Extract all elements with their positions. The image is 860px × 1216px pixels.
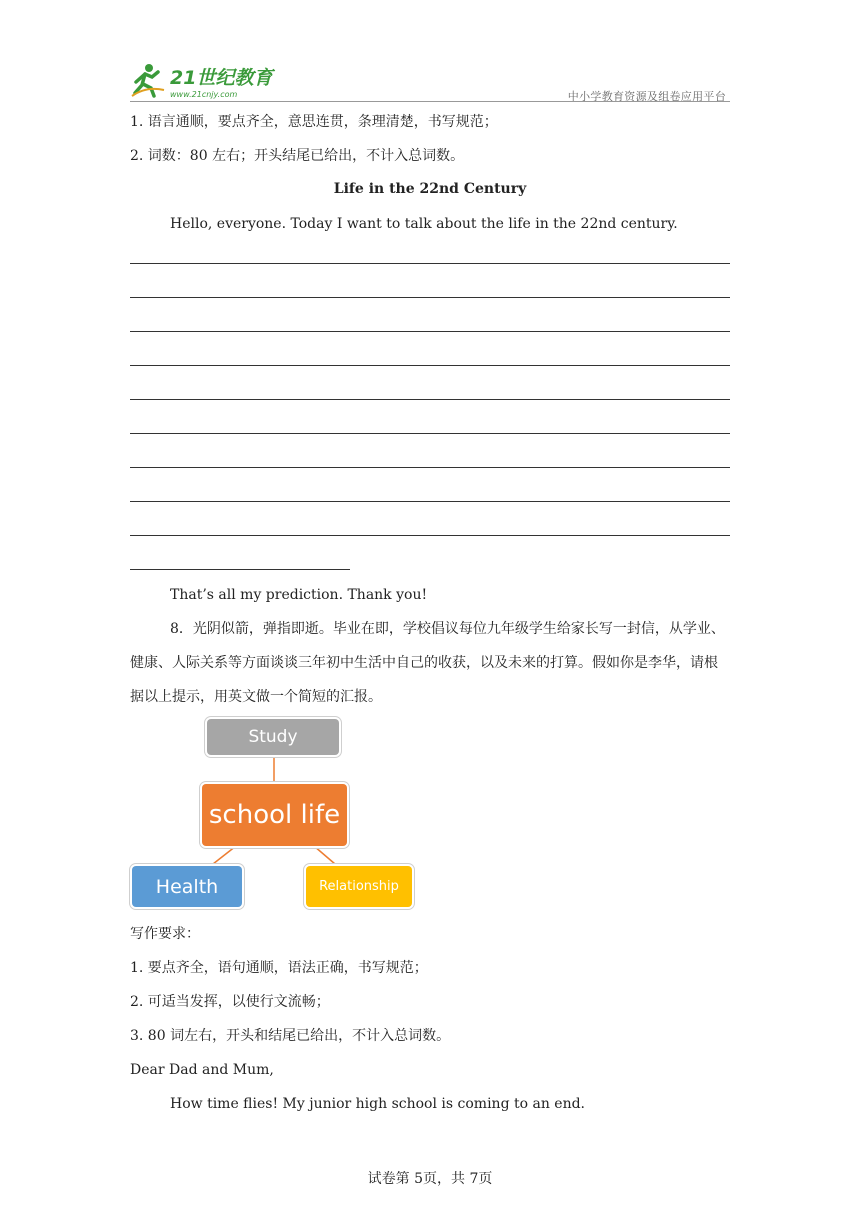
svg-text:21世纪教育: 21世纪教育 <box>170 67 273 89</box>
connector-health <box>213 846 236 864</box>
essay-closing: That’s all my prediction. Thank you! <box>170 587 428 603</box>
requirement-item: 1. 要点齐全，语句通顺，语法正确，书写规范； <box>130 960 428 976</box>
requirement-item: 3. 80 词左右，开头和结尾已给出，不计入总词数。 <box>130 1028 451 1044</box>
answer-line[interactable] <box>130 263 730 264</box>
connector-relationship <box>314 846 335 864</box>
mindmap-node-school-life: school life <box>202 784 347 846</box>
page-header <box>130 60 730 102</box>
mindmap-node-health: Health <box>132 866 242 907</box>
mindmap-node-study: Study <box>207 719 339 755</box>
requirement-item: 2. 词数：80 左右；开头结尾已给出，不计入总词数。 <box>130 148 465 164</box>
answer-line[interactable] <box>130 297 730 298</box>
answer-line[interactable] <box>130 365 730 366</box>
answer-line[interactable] <box>130 467 730 468</box>
essay-title: Life in the 22nd Century <box>333 181 527 197</box>
essay-opening: Hello, everyone. Today I want to talk about the life in the 22nd century. <box>170 216 678 232</box>
answer-line[interactable] <box>130 501 730 502</box>
answer-line[interactable] <box>130 399 730 400</box>
question-8-prompt: 8．光阴似箭，弹指即逝。毕业在即，学校倡议每位九年级学生给家长写一封信，从学业、健康、人际关系等方面谈谈三年初中生活中自己的收获，以及未来的打算。假如你是李华，请根据以上提示，用英文做一个简短的汇报。 <box>130 621 725 705</box>
requirement-item: 1. 语言通顺，要点齐全，意思连贯，条理清楚，书写规范； <box>130 114 498 130</box>
svg-text:www.21cnjy.com: www.21cnjy.com <box>170 90 238 99</box>
21cnjy-logo <box>130 60 280 100</box>
letter-salutation: Dear Dad and Mum, <box>130 1062 274 1078</box>
header-divider <box>130 101 730 102</box>
answer-line[interactable] <box>130 535 730 536</box>
mindmap-node-relationship: Relationship <box>306 866 412 907</box>
answer-line[interactable] <box>130 433 730 434</box>
answer-line[interactable] <box>130 569 350 570</box>
page-number: 试卷第 5页，共 7页 <box>367 1171 493 1187</box>
requirement-item: 2. 可适当发挥，以使行文流畅； <box>130 994 330 1010</box>
answer-line[interactable] <box>130 331 730 332</box>
header-platform-text: 中小学教育资源及组卷应用平台 <box>567 90 726 103</box>
school-life-mindmap <box>128 714 418 912</box>
letter-opening: How time flies! My junior high school is coming to an end. <box>170 1096 586 1112</box>
writing-requirements-heading: 写作要求： <box>130 926 200 942</box>
